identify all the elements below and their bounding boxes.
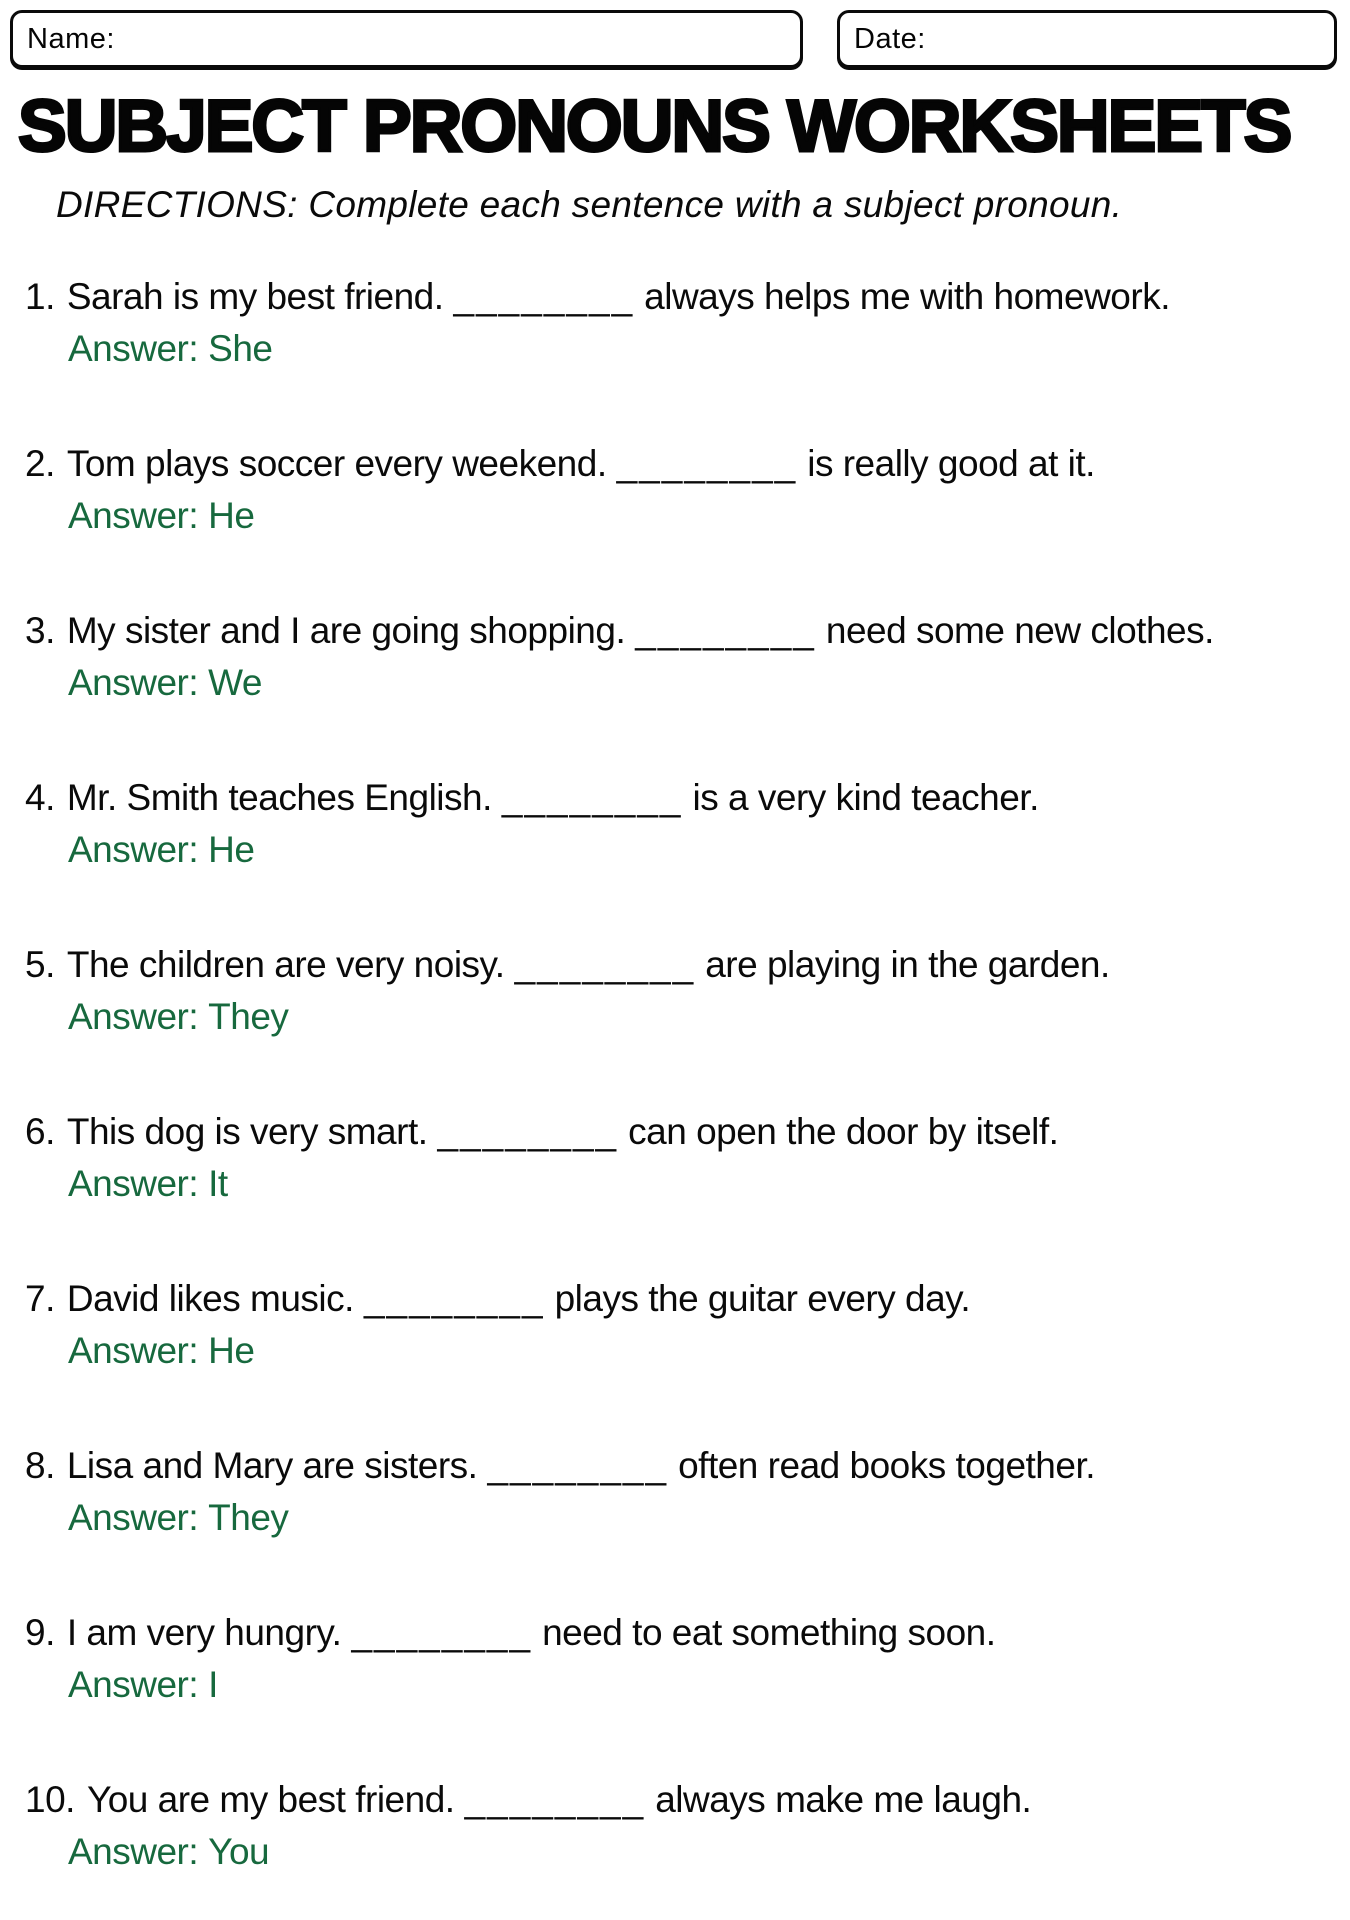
question-text-post: are playing in the garden. <box>705 944 1110 985</box>
question-number: 8. <box>25 1445 55 1486</box>
header-row <box>0 0 1350 68</box>
answer-label: Answer: <box>68 1163 199 1204</box>
question-text-pre: Sarah is my best friend. <box>66 276 444 317</box>
question-sentence <box>25 1440 1350 1492</box>
date-field-box[interactable] <box>837 10 1337 68</box>
question-sentence <box>25 939 1350 991</box>
question-text-post: often read books together. <box>678 1445 1096 1486</box>
directions-text: DIRECTIONS: Complete each sentence with a subject pronoun. <box>56 184 1123 225</box>
question-text-pre: Tom plays soccer every weekend. <box>66 443 607 484</box>
question-sentence <box>25 271 1350 323</box>
question-number: 3. <box>25 610 55 651</box>
answer-blank: ________ <box>464 1779 646 1820</box>
question-text-pre: You are my best friend. <box>86 1779 455 1820</box>
question-sentence <box>25 1607 1350 1659</box>
question-text-pre: The children are very noisy. <box>66 944 505 985</box>
question-item <box>25 1774 1350 1878</box>
answer-label: Answer: <box>68 1497 199 1538</box>
question-text-pre: Mr. Smith teaches English. <box>66 777 492 818</box>
answer-line <box>68 1659 1350 1711</box>
name-label: Name: <box>27 22 115 55</box>
answer-blank: ________ <box>437 1111 619 1152</box>
answer-value: We <box>208 662 262 703</box>
question-text-post: always make me laugh. <box>655 1779 1032 1820</box>
question-text-pre: This dog is very smart. <box>66 1111 428 1152</box>
question-text-post: is a very kind teacher. <box>692 777 1039 818</box>
question-sentence <box>25 605 1350 657</box>
question-item <box>25 271 1350 375</box>
name-field-box[interactable] <box>10 10 803 68</box>
question-sentence <box>25 1106 1350 1158</box>
question-number: 4. <box>25 777 55 818</box>
answer-label: Answer: <box>68 495 199 536</box>
question-text-post: is really good at it. <box>807 443 1095 484</box>
questions-list <box>0 271 1350 1878</box>
question-sentence <box>25 438 1350 490</box>
answer-value: You <box>208 1831 270 1872</box>
date-label: Date: <box>854 22 926 55</box>
answer-label: Answer: <box>68 996 199 1037</box>
answer-line <box>68 824 1350 876</box>
question-number: 7. <box>25 1278 55 1319</box>
answer-label: Answer: <box>68 662 199 703</box>
question-number: 1. <box>25 276 55 317</box>
answer-value: He <box>208 495 255 536</box>
answer-value: They <box>208 1497 289 1538</box>
question-item <box>25 605 1350 709</box>
answer-blank: ________ <box>453 276 635 317</box>
answer-line <box>68 1158 1350 1210</box>
answer-blank: ________ <box>487 1445 669 1486</box>
answer-value: She <box>208 328 273 369</box>
answer-label: Answer: <box>68 1664 199 1705</box>
question-text-post: need to eat something soon. <box>542 1612 996 1653</box>
question-text-post: plays the guitar every day. <box>554 1278 971 1319</box>
answer-blank: ________ <box>351 1612 533 1653</box>
question-sentence <box>25 1774 1350 1826</box>
question-item <box>25 1273 1350 1377</box>
question-sentence <box>25 1273 1350 1325</box>
answer-line <box>68 1492 1350 1544</box>
answer-value: They <box>208 996 289 1037</box>
answer-blank: ________ <box>363 1278 545 1319</box>
answer-label: Answer: <box>68 1330 199 1371</box>
answer-label: Answer: <box>68 829 199 870</box>
answer-value: It <box>208 1163 228 1204</box>
answer-value: I <box>208 1664 218 1705</box>
question-number: 2. <box>25 443 55 484</box>
question-text-post: need some new clothes. <box>825 610 1214 651</box>
question-number: 9. <box>25 1612 55 1653</box>
answer-blank: ________ <box>514 944 696 985</box>
question-text-pre: David likes music. <box>66 1278 354 1319</box>
question-text-pre: Lisa and Mary are sisters. <box>66 1445 478 1486</box>
question-text-post: can open the door by itself. <box>628 1111 1059 1152</box>
question-number: 5. <box>25 944 55 985</box>
answer-line <box>68 323 1350 375</box>
answer-value: He <box>208 829 255 870</box>
answer-line <box>68 1826 1350 1878</box>
question-number: 10. <box>25 1779 75 1820</box>
question-item <box>25 1106 1350 1210</box>
answer-label: Answer: <box>68 1831 199 1872</box>
answer-line <box>68 490 1350 542</box>
answer-line <box>68 657 1350 709</box>
question-number: 6. <box>25 1111 55 1152</box>
answer-label: Answer: <box>68 328 199 369</box>
answer-blank: ________ <box>501 777 683 818</box>
question-text-post: always helps me with homework. <box>644 276 1170 317</box>
answer-line <box>68 991 1350 1043</box>
question-text-pre: My sister and I are going shopping. <box>66 610 626 651</box>
page-title: SUBJECT PRONOUNS WORKSHEETS <box>18 86 1291 167</box>
answer-value: He <box>208 1330 255 1371</box>
answer-blank: ________ <box>635 610 816 651</box>
question-item <box>25 438 1350 542</box>
question-text-pre: I am very hungry. <box>66 1612 342 1653</box>
question-item <box>25 772 1350 876</box>
question-sentence <box>25 772 1350 824</box>
answer-blank: ________ <box>616 443 798 484</box>
answer-line <box>68 1325 1350 1377</box>
question-item <box>25 939 1350 1043</box>
question-item <box>25 1440 1350 1544</box>
question-item <box>25 1607 1350 1711</box>
